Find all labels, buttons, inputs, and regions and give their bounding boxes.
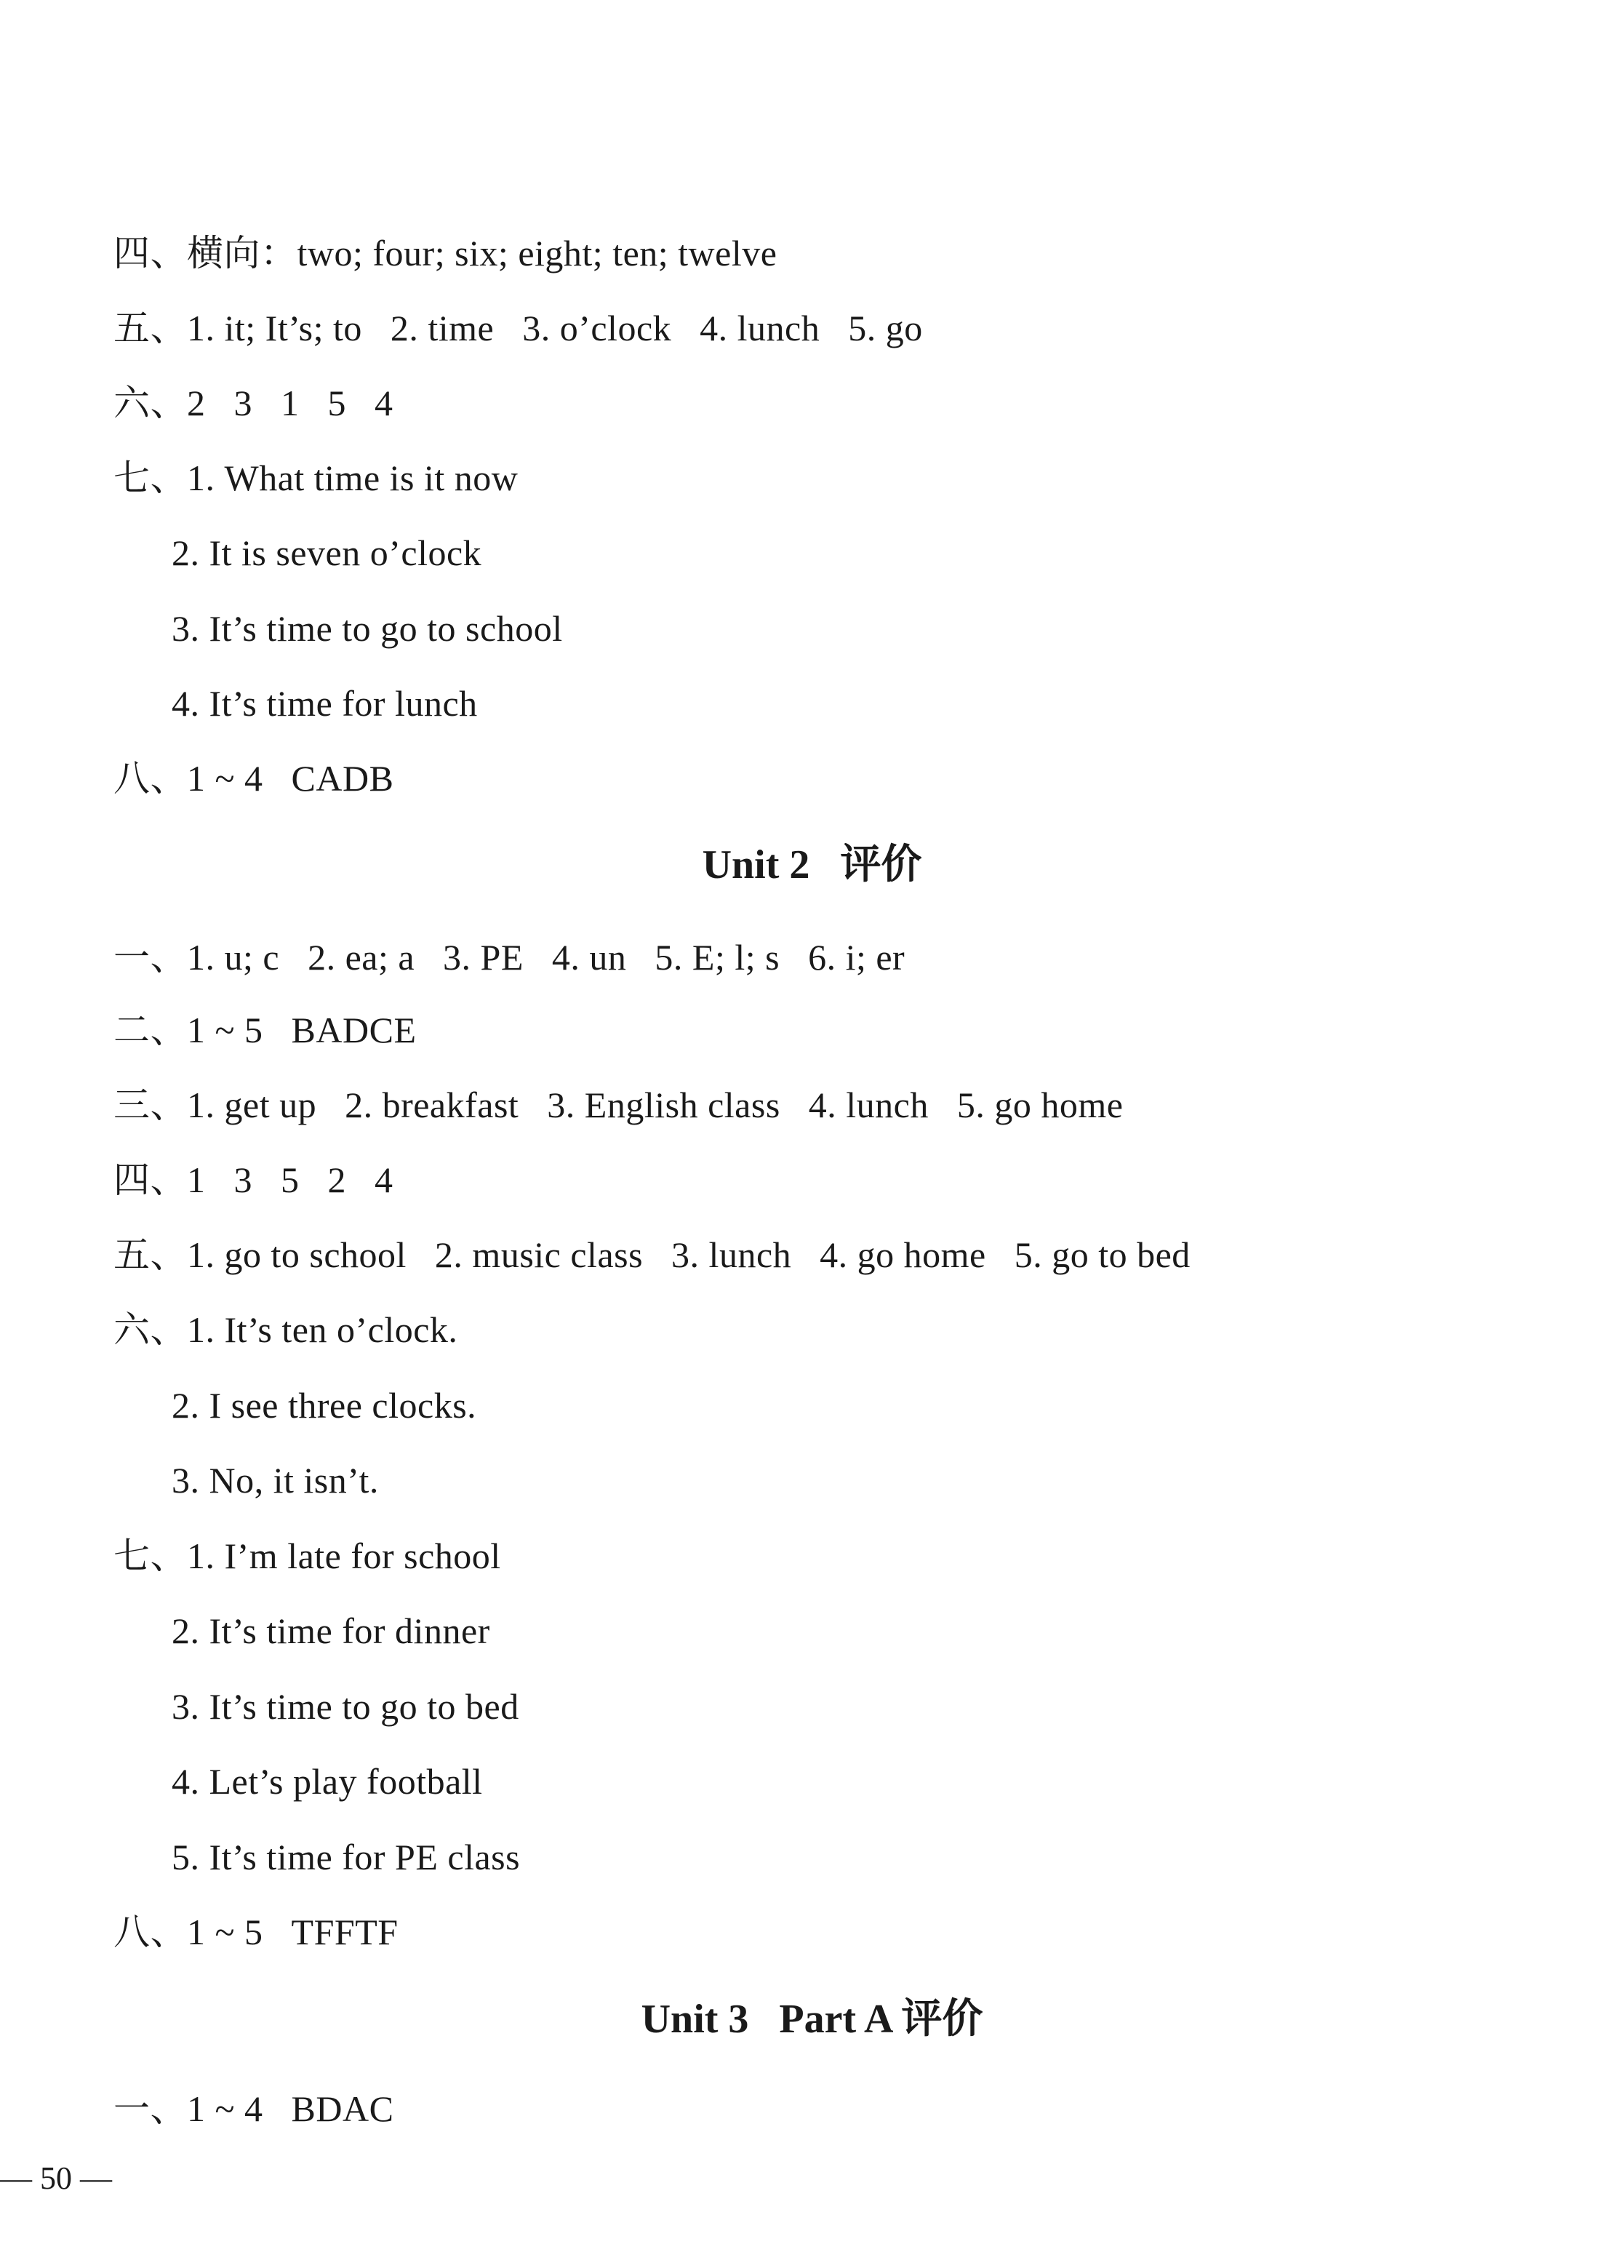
answer-line: 2. I see three clocks. (172, 1385, 477, 1426)
section-heading-unit-2: Unit 2 评价 (702, 842, 922, 887)
answer-line: 3. It’s time to go to bed (172, 1686, 519, 1727)
answer-line: 七、1. I’m late for school (113, 1536, 501, 1576)
answer-line: 五、1. go to school 2. music class 3. lunch 4. go home 5. go to bed (113, 1234, 1191, 1275)
answer-line: 2. It’s time for dinner (172, 1610, 490, 1651)
answer-line: 八、1 ~ 4 CADB (113, 758, 394, 799)
answer-line: 二、1 ~ 5 BADCE (113, 1010, 417, 1050)
answer-line: 5. It’s time for PE class (172, 1837, 521, 1877)
page-number: — 50 — (0, 2160, 112, 2196)
answer-line: 3. It’s time to go to school (172, 608, 563, 649)
answer-line: 四、横向：two; four; six; eight; ten; twelve (113, 233, 777, 273)
answer-line: 四、1 3 5 2 4 (113, 1159, 393, 1200)
answer-line: 2. It is seven o’clock (172, 532, 482, 573)
section-heading-unit-3: Unit 3 Part A 评价 (641, 1997, 983, 2042)
answer-line: 4. It’s time for lunch (172, 683, 478, 724)
answer-line: 五、1. it; It’s; to 2. time 3. o’clock 4. lunch 5. go (113, 308, 923, 348)
answer-line: 八、1 ~ 5 TFFTF (113, 1912, 399, 1952)
answer-line: 一、1. u; c 2. ea; a 3. PE 4. un 5. E; l; s 6. i; er (113, 937, 905, 978)
answer-line: 六、2 3 1 5 4 (113, 383, 393, 423)
answer-line: 三、1. get up 2. breakfast 3. English class 4. lunch 5. go home (113, 1085, 1124, 1125)
answer-line: 六、1. It’s ten o’clock. (113, 1309, 458, 1350)
answer-line: 七、1. What time is it now (113, 458, 519, 498)
answer-line: 一、1 ~ 4 BDAC (113, 2088, 394, 2129)
answer-line: 3. No, it isn’t. (172, 1460, 379, 1501)
answer-line: 4. Let’s play football (172, 1761, 483, 1802)
